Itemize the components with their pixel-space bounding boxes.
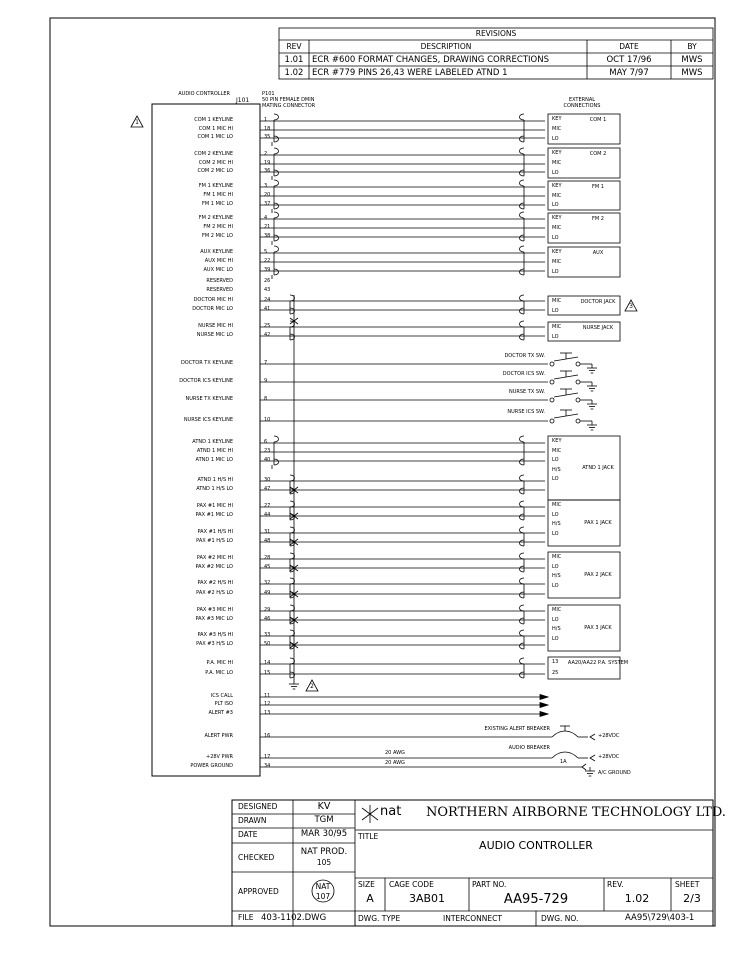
box-name: DOCTOR JACK — [580, 299, 616, 305]
box-pin-label: KEY — [552, 438, 562, 444]
sheet-value: 2/3 — [683, 892, 701, 905]
box-name: NURSE JACK — [582, 325, 614, 331]
drawing-title: AUDIO CONTROLLER — [479, 839, 593, 852]
pin-number: 23 — [264, 448, 271, 454]
pin-number: 44 — [264, 512, 271, 518]
pin-number: 26 — [264, 278, 271, 284]
approved-label: APPROVED — [238, 887, 279, 896]
date-value: MAR 30/95 — [300, 829, 348, 839]
pin-number: 32 — [264, 580, 271, 586]
switch-label: DOCTOR ICS SW. — [502, 371, 545, 377]
box-pin-label: 13 — [552, 659, 559, 665]
external-label: CONNECTIONS — [563, 103, 601, 109]
p101-desc: MATING CONNECTOR — [262, 103, 316, 109]
box-pin-label: LO — [552, 563, 559, 570]
pin-number: 17 — [264, 754, 271, 760]
pin-number: 14 — [264, 660, 271, 666]
pin-label: P.A. MIC LO — [205, 670, 233, 676]
pin-number: 11 — [264, 693, 271, 699]
pin-number: 3 — [264, 183, 268, 189]
pin-number: 12 — [264, 701, 271, 707]
pin-label: COM 1 MIC HI — [198, 126, 233, 132]
box-pin-label: KEY — [552, 150, 562, 156]
dwg-no-label: DWG. NO. — [541, 914, 579, 923]
box-pin-label: LO — [552, 511, 559, 518]
box-name: FM 1 — [592, 184, 604, 190]
box-pin-label: LO — [552, 616, 559, 623]
pin-label: DOCTOR MIC LO — [192, 306, 233, 312]
pin-label: POWER GROUND — [190, 763, 233, 769]
box-name: COM 1 — [589, 117, 607, 123]
part-label: PART NO. — [472, 880, 507, 889]
pin-number: 42 — [264, 332, 271, 338]
box-name: PAX 3 JACK — [584, 625, 612, 631]
revision-by: MWS — [681, 67, 703, 78]
dwg-no-value: AA95\729\403-1 — [625, 913, 695, 923]
box-name: PAX 1 JACK — [584, 520, 612, 526]
pin-label: ATND 1 MIC HI — [196, 448, 233, 454]
pin-number: 50 — [264, 641, 271, 647]
pin-number: 49 — [264, 590, 271, 596]
box-pin-label: MIC — [552, 160, 562, 166]
box-pin-label: LO — [552, 582, 559, 589]
pin-number: 7 — [264, 360, 268, 366]
pin-number: 25 — [264, 323, 271, 329]
pin-number: 27 — [264, 503, 271, 509]
pin-number: 38 — [264, 233, 271, 239]
cage-label: CAGE CODE — [389, 880, 434, 889]
pin-label: FM 2 MIC HI — [203, 224, 233, 230]
sheet-label: SHEET — [675, 880, 700, 889]
box-pin-label: MIC — [552, 259, 562, 265]
box-pin-label: LO — [552, 476, 559, 482]
pin-label: COM 2 KEYLINE — [194, 151, 233, 157]
pin-number: 1 — [264, 117, 268, 123]
pin-label: P.A. MIC HI — [206, 660, 233, 666]
pin-number: 35 — [264, 134, 271, 140]
pin-number: 21 — [264, 224, 271, 230]
pin-number: 39 — [264, 267, 271, 273]
audio-controller-label: AUDIO CONTROLLER — [178, 91, 230, 97]
pin-number: 41 — [264, 306, 271, 312]
box-pin-label: KEY — [552, 249, 562, 255]
wire-gauge: 20 AWG — [385, 750, 405, 756]
checked-stamp: 105 — [316, 858, 332, 867]
box-pin-label: LO — [552, 333, 559, 340]
pin-label: COM 1 MIC LO — [197, 134, 233, 140]
approved-stamp: NAT — [315, 882, 331, 891]
pin-label: AUX MIC HI — [204, 258, 233, 264]
pin-label: ICS CALL — [210, 693, 233, 699]
wire-gauge: 20 AWG — [385, 760, 405, 766]
box-name: ATND 1 JACK — [582, 465, 614, 471]
date-label: DATE — [238, 830, 258, 839]
alert-breaker-label: EXISTING ALERT BREAKER — [484, 726, 550, 732]
box-pin-label: LO — [552, 136, 559, 142]
pin-number: 2 — [264, 151, 268, 157]
pin-label: ALERT PWR — [204, 733, 233, 739]
box-pin-label: LO — [552, 170, 559, 176]
box-pin-label: H/S — [552, 521, 561, 527]
revision-by: MWS — [681, 54, 703, 65]
pin-number: 46 — [264, 616, 271, 622]
pin-label: COM 1 KEYLINE — [194, 117, 233, 123]
pin-label: NURSE MIC LO — [196, 332, 233, 338]
pin-label: PAX #2 H/S LO — [196, 590, 233, 596]
pin-label: PAX #1 H/S LO — [196, 538, 233, 544]
pin-number: 33 — [264, 632, 271, 638]
pin-number: 15 — [264, 670, 271, 676]
revision-date: MAY 7/97 — [609, 67, 649, 78]
rev-header: REV — [286, 42, 302, 51]
pin-label: NURSE TX KEYLINE — [185, 396, 233, 402]
pin-label: PAX #3 H/S LO — [196, 641, 233, 647]
pin-label: PAX #3 MIC LO — [195, 616, 233, 622]
revision-description: ECR #600 FORMAT CHANGES, DRAWING CORRECTIONS — [312, 54, 549, 65]
file-value: 403-1102.DWG — [261, 913, 327, 923]
box-pin-label: MIC — [552, 502, 562, 508]
pin-label: +28V PWR — [206, 754, 233, 760]
company-name: NORTHERN AIRBORNE TECHNOLOGY LTD. — [426, 805, 726, 820]
box-pin-label: KEY — [552, 215, 562, 221]
box-pin-label: LO — [552, 202, 559, 209]
box-name: FM 2 — [592, 216, 604, 222]
pin-label: RESERVED — [206, 287, 233, 293]
pin-number: 30 — [264, 477, 271, 483]
description-header: DESCRIPTION — [420, 42, 472, 51]
box-pin-label: LO — [552, 269, 559, 275]
box-name: AA20/AA22 P.A. SYSTEM — [567, 660, 629, 666]
revision-description: ECR #779 PINS 26,43 WERE LABELED ATND 1 — [312, 67, 508, 78]
revisions-title: REVISIONS — [475, 29, 517, 38]
pin-number: 20 — [264, 192, 271, 198]
pin-label: ATND 1 MIC LO — [195, 457, 233, 463]
drawn-label: DRAWN — [238, 816, 267, 825]
pin-number: 22 — [264, 258, 271, 264]
box-pin-label: MIC — [552, 192, 562, 199]
note-number: 1 — [135, 119, 139, 126]
pin-number: 45 — [264, 564, 271, 570]
p101-desc: 50 PIN FEMALE DMIN — [262, 97, 315, 103]
switch-label: NURSE TX SW. — [509, 389, 545, 395]
pin-number: 10 — [264, 417, 271, 423]
pin-label: ALERT #3 — [208, 710, 233, 716]
pin-label: ATND 1 KEYLINE — [192, 439, 233, 445]
supply-label: +28VDC — [598, 754, 620, 760]
switch-label: DOCTOR TX SW. — [504, 353, 545, 359]
pin-label: FM 1 MIC LO — [202, 201, 233, 207]
by-header: BY — [687, 42, 697, 51]
ground-label: A/C GROUND — [598, 770, 631, 776]
pin-label: PAX #2 MIC LO — [195, 564, 233, 570]
pin-label: DOCTOR MIC HI — [193, 297, 233, 303]
pin-label: PAX #1 H/S HI — [197, 529, 233, 535]
box-pin-label: H/S — [552, 626, 561, 632]
pin-number: 48 — [264, 538, 271, 544]
box-name: COM 2 — [589, 151, 607, 157]
box-pin-label: H/S — [552, 573, 561, 579]
box-pin-label: MIC — [552, 554, 562, 560]
box-pin-label: MIC — [552, 447, 562, 454]
pin-number: 18 — [264, 126, 271, 132]
note-number: 2 — [310, 683, 314, 690]
pin-label: ATND 1 H/S HI — [197, 477, 233, 483]
pin-number: 34 — [264, 763, 271, 769]
pin-label: NURSE MIC HI — [198, 323, 233, 329]
title-label: TITLE — [358, 832, 379, 841]
file-label: FILE — [238, 913, 254, 922]
breaker-rating: 1A — [560, 759, 567, 765]
designed-value: KV — [317, 801, 331, 812]
external-label: EXTERNAL — [568, 97, 596, 103]
pin-number: 5 — [264, 249, 268, 255]
box-name: PAX 2 JACK — [584, 572, 612, 578]
pin-number: 28 — [264, 555, 271, 561]
box-pin-label: KEY — [552, 183, 562, 189]
pin-label: PAX #2 H/S HI — [197, 580, 233, 586]
size-label: SIZE — [358, 880, 375, 889]
supply-label: +28VDC — [598, 733, 620, 739]
cage-value: 3AB01 — [408, 892, 446, 905]
box-pin-label: 25 — [552, 670, 559, 676]
box-pin-label: LO — [552, 635, 559, 642]
pin-label: PLT ISO — [214, 701, 233, 707]
rev-value: 1.02 — [624, 892, 650, 905]
note-number: 3 — [629, 303, 633, 310]
box-pin-label: MIC — [552, 298, 562, 304]
box-pin-label: MIC — [552, 126, 562, 132]
pin-number: 16 — [264, 733, 271, 739]
revision-date: OCT 17/96 — [606, 54, 652, 65]
pin-label: NURSE ICS KEYLINE — [183, 417, 233, 423]
pin-number: 6 — [264, 439, 268, 445]
pin-label: DOCTOR ICS KEYLINE — [179, 378, 233, 384]
approved-stamp: 107 — [315, 892, 331, 901]
pin-number: 31 — [264, 529, 271, 535]
dwg-type-value: INTERCONNECT — [443, 914, 502, 923]
company-logo: nat — [380, 804, 402, 819]
pin-label: RESERVED — [206, 278, 233, 284]
pin-number: 4 — [264, 215, 268, 221]
revision-rev: 1.01 — [284, 54, 304, 65]
pin-label: PAX #1 MIC HI — [196, 503, 233, 509]
pin-label: COM 2 MIC HI — [198, 160, 233, 166]
box-pin-label: MIC — [552, 225, 562, 231]
pin-label: FM 2 MIC LO — [202, 233, 233, 239]
box-name: AUX — [592, 250, 604, 256]
pin-label: PAX #3 MIC HI — [196, 607, 233, 613]
pin-label: DOCTOR TX KEYLINE — [180, 360, 233, 366]
pin-number: 19 — [264, 160, 271, 166]
size-value: A — [366, 892, 374, 905]
rev-label: REV. — [607, 880, 624, 889]
pin-number: 47 — [264, 486, 271, 492]
audio-breaker-label: AUDIO BREAKER — [508, 745, 550, 751]
pin-number: 36 — [264, 168, 271, 174]
pin-number: 37 — [264, 201, 271, 207]
box-pin-label: MIC — [552, 607, 562, 613]
pin-number: 9 — [264, 378, 268, 384]
pin-label: PAX #2 MIC HI — [196, 555, 233, 561]
pin-number: 43 — [264, 287, 271, 293]
box-pin-label: LO — [552, 530, 559, 537]
revision-rev: 1.02 — [284, 67, 304, 78]
box-pin-label: LO — [552, 235, 559, 241]
designed-label: DESIGNED — [238, 802, 278, 811]
pin-label: AUX MIC LO — [203, 267, 233, 273]
drawn-value: TGM — [314, 815, 334, 825]
pin-label: PAX #1 MIC LO — [195, 512, 233, 518]
box-pin-label: H/S — [552, 466, 561, 473]
pin-number: 13 — [264, 710, 271, 716]
pin-number: 24 — [264, 297, 271, 303]
pin-label: FM 1 MIC HI — [203, 192, 233, 198]
pin-label: PAX #3 H/S HI — [197, 632, 233, 638]
pin-label: FM 1 KEYLINE — [198, 183, 233, 189]
box-pin-label: MIC — [552, 324, 562, 330]
box-pin-label: KEY — [552, 116, 562, 122]
switch-label: NURSE ICS SW. — [507, 409, 545, 415]
pin-label: ATND 1 H/S LO — [196, 486, 233, 492]
box-pin-label: LO — [552, 457, 559, 463]
pin-number: 29 — [264, 607, 271, 613]
pin-number: 8 — [264, 396, 268, 402]
pin-label: AUX KEYLINE — [200, 249, 233, 255]
checked-label: CHECKED — [238, 853, 275, 862]
dwg-type-label: DWG. TYPE — [358, 914, 401, 923]
p101-label: P101 — [262, 91, 275, 97]
pin-label: COM 2 MIC LO — [197, 168, 233, 174]
part-number: AA95-729 — [503, 892, 569, 907]
date-header: DATE — [619, 42, 639, 51]
box-pin-label: LO — [552, 307, 559, 314]
j101-label: J101 — [236, 97, 250, 104]
pin-number: 40 — [264, 457, 271, 463]
pin-label: FM 2 KEYLINE — [198, 215, 233, 221]
checked-stamp: NAT PROD. — [300, 847, 348, 857]
